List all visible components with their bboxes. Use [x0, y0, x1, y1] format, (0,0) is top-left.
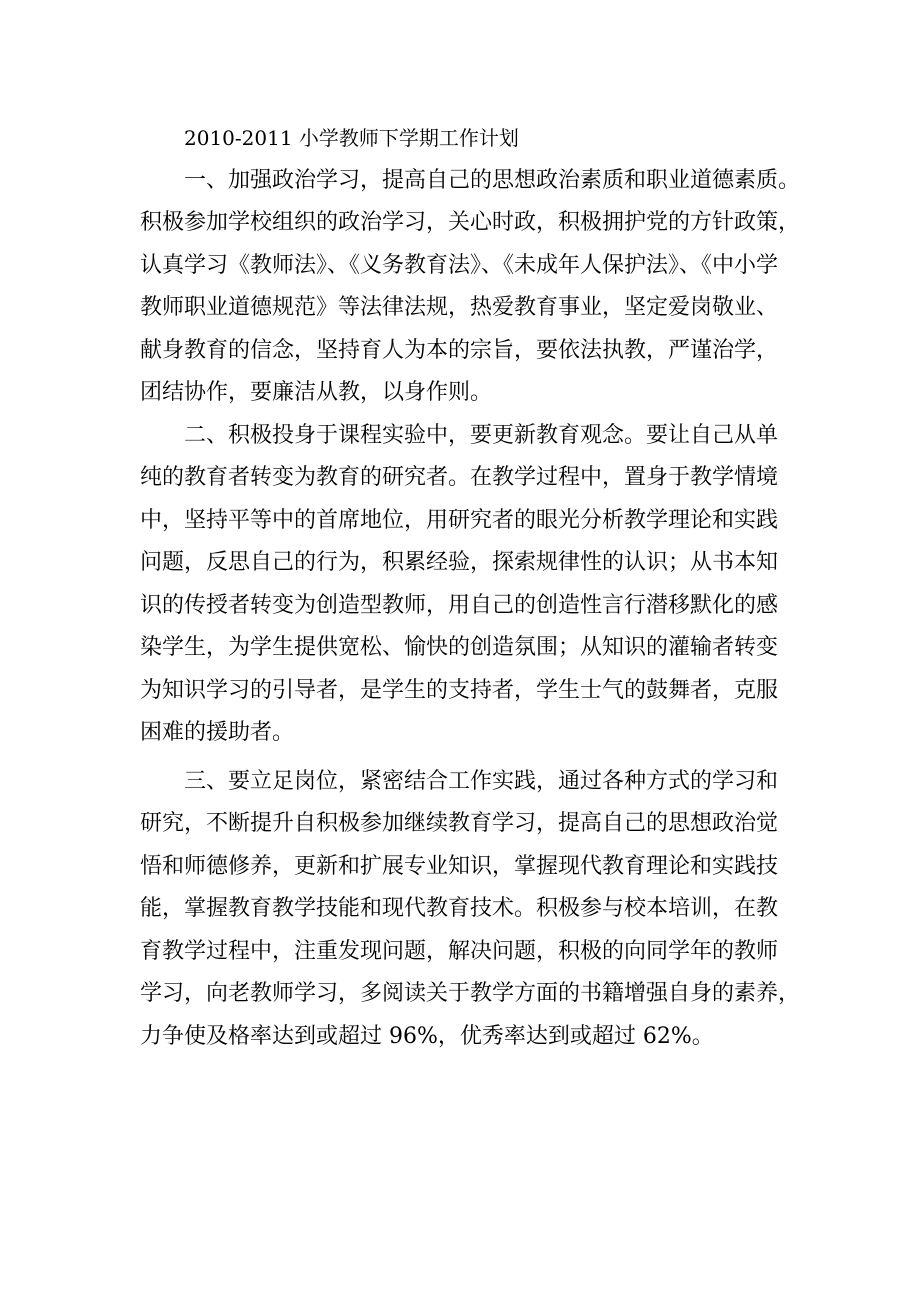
paragraph-line: 积极参加学校组织的政治学习，关心时政，积极拥护党的方针政策，: [140, 210, 801, 235]
paragraph-line: 困难的援助者。: [140, 720, 295, 745]
paragraph-line: 悟和师德修养，更新和扩展专业知识，掌握现代教育理论和实践技: [140, 853, 779, 879]
document-body: [140, 117, 801, 1058]
paragraph-line: 识的传授者转变为创造型教师，用自己的创造性言行潜移默化的感: [140, 592, 779, 618]
paragraph-line: 染学生，为学生提供宽松、愉快的创造氛围；从知识的灌输者转变: [140, 635, 779, 660]
paragraph-line: 团结协作，要廉洁从教，以身作则。: [140, 380, 493, 405]
paragraph-3: [140, 761, 801, 1059]
paragraph-line: 问题，反思自己的行为，积累经验，探索规律性的认识；从书本知: [140, 550, 779, 575]
paragraph-line: 研究，不断提升自积极参加继续教育学习，提高自己的思想政治觉: [140, 811, 779, 836]
paragraph-line: 纯的教育者转变为教育的研究者。在教学过程中，置身于教学情境: [140, 465, 779, 490]
paragraph-line: 一、加强政治学习，提高自己的思想政治素质和职业道德素质。: [184, 167, 801, 193]
paragraph-line: 中，坚持平等中的首席地位，用研究者的眼光分析教学理论和实践: [140, 507, 779, 533]
paragraph-line: 育教学过程中，注重发现问题，解决问题，积极的向同学年的教师: [140, 938, 779, 964]
paragraph-line: 认真学习《教师法》、《义务教育法》、《未成年人保护法》、《中小学: [140, 252, 779, 278]
paragraph-line: 能，掌握教育教学技能和现代教育技术。积极参与校本培训，在教: [140, 896, 779, 921]
paragraph-1: [140, 160, 801, 415]
document-title: 2010-2011 小学教师下学期工作计划: [184, 126, 519, 150]
paragraph-line: 为知识学习的引导者，是学生的支持者，学生士气的鼓舞者，克服: [140, 677, 779, 703]
paragraph-line: 教师职业道德规范》等法律法规，热爱教育事业，坚定爱岗敬业、: [140, 295, 779, 320]
paragraph-line: 献身教育的信念，坚持育人为本的宗旨，要依法执教，严谨治学，: [140, 337, 779, 363]
paragraph-line: 力争使及格率达到或超过 96%，优秀率达到或超过 62%。: [140, 1023, 714, 1049]
paragraph-line: 二、积极投身于课程实验中，要更新教育观念。要让自己从单: [184, 422, 779, 448]
paragraph-2: [140, 415, 780, 755]
paragraph-line: 三、要立足岗位，紧密结合工作实践，通过各种方式的学习和: [184, 768, 779, 794]
paragraph-line: 学习，向老教师学习，多阅读关于教学方面的书籍增强自身的素养，: [140, 981, 801, 1006]
